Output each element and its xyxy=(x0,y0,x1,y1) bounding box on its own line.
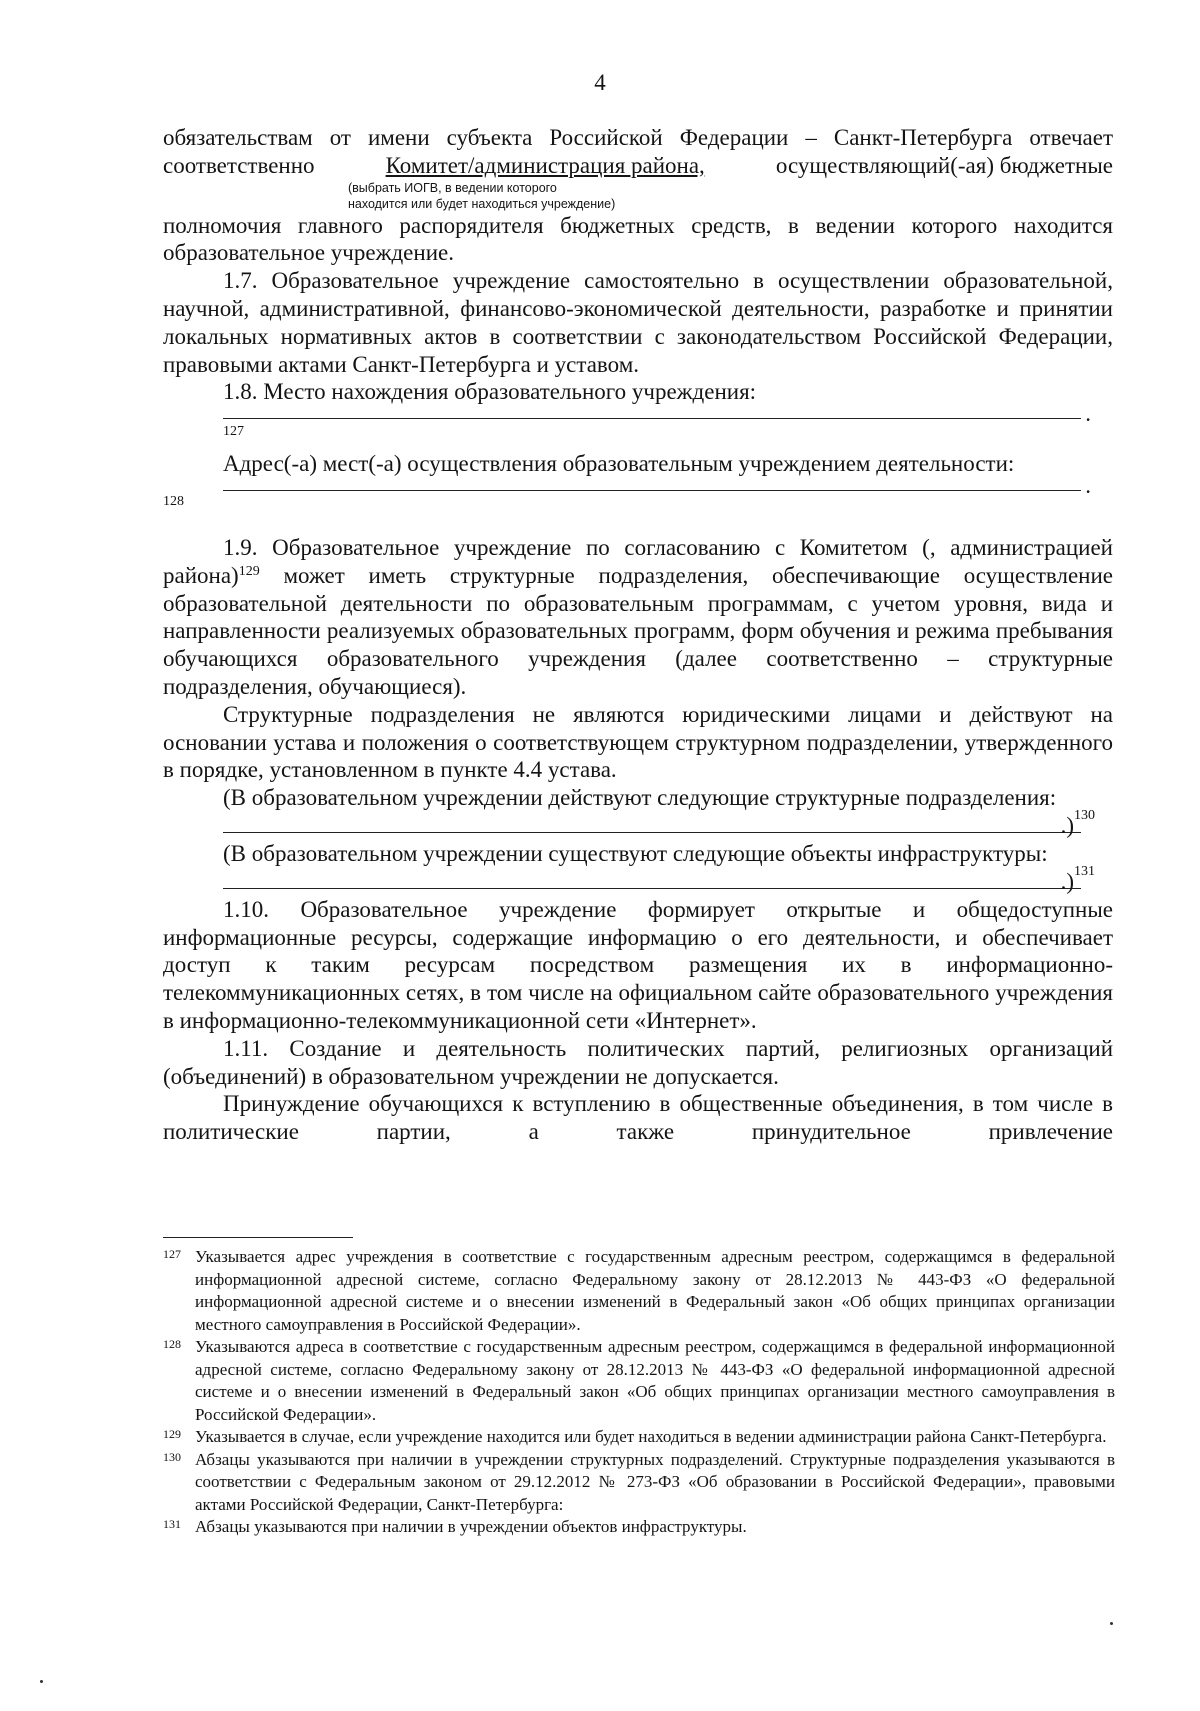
document-body xyxy=(163,124,1113,1146)
infrastructure-list: (В образовательном учреждении существуют следующие объекты инфраструктуры: xyxy=(223,840,1048,866)
scan-speck xyxy=(40,1680,43,1683)
clause-1-9: 1.9. Образовательное учреждение по согласованию с Комитетом (, администрацией района)$^{129}$ может иметь структурные подразделения, обеспечивающие осуществление образовательной деятельности по образовательным программам, с учетом уровня, вида и направленности реализуемых образовательных программ, форм обучения и режима пребывания обучающихся образовательного учреждения (далее соответственно – структурные подразделения, обучающиеся). xyxy=(163,534,1113,699)
footnote-130: 130 Абзацы указываются при наличии в учреждении структурных подразделений. Структурные подразделения указываются в соответствии с Федеральным законом от 29.12.2012 № 273-ФЗ «Об образовании в Российской Федерации», правовыми актами Российской Федерации, Санкт-Петербурга: xyxy=(163,1449,1115,1517)
footnote-ref-131: 131 xyxy=(1074,863,1095,879)
infrastructure-blank: .)$^{131}$ xyxy=(163,868,1113,896)
structural-units-para: Структурные подразделения не являются юридическими лицами и действуют на основании устава и положения о соответствующем структурном подразделении, утвержденного в порядке, установленном в пункте 4.4 устава. xyxy=(163,701,1113,783)
structural-units-blank: .)$^{130}$ xyxy=(163,812,1113,840)
footnote-number: 130 xyxy=(163,1449,181,1464)
footnote-number: 127 xyxy=(163,1247,181,1261)
scan-speck xyxy=(1110,1622,1113,1625)
footnote-mark-128: 128 xyxy=(163,493,184,509)
intro-line-2 xyxy=(163,152,1113,180)
footnote-number: 129 xyxy=(163,1427,181,1441)
blank-line xyxy=(223,888,1081,889)
footnotes xyxy=(163,1246,1115,1539)
clause-1-10: 1.10. Образовательное учреждение формирует открытые и общедоступные информационные ресурсы, содержащие информацию о его деятельности, и обеспечивает доступ к таким ресурсам посредством размещения их в информационно-телекоммуникационных сетях, в том числе на официальном сайте образовательного учреждения в информационно-телекоммуникационной сети «Интернет». xyxy=(163,896,1113,1033)
blank-line xyxy=(223,832,1081,833)
footnote-number: 131 xyxy=(163,1517,181,1531)
footnote-ref-130: 130 xyxy=(1074,807,1095,823)
intro-line-1: обязательствам от имени субъекта Российской Федерации – Санкт-Петербурга отвечает xyxy=(163,125,1113,150)
intro-para-rest: полномочия главного распорядителя бюджетных средств, в ведении которого находится образовательное учреждение. xyxy=(163,212,1113,266)
hint-line-2: находится или будет находиться учреждение) xyxy=(348,196,616,211)
blank-line xyxy=(223,418,1081,419)
clause-1-11: 1.11. Создание и деятельность политических партий, религиозных организаций (объединений) в образовательном учреждении не допускается. xyxy=(163,1035,1113,1089)
organ-choice: Комитет/администрация района, xyxy=(385,152,705,178)
organ-hint xyxy=(348,180,1113,212)
intro-word: соответственно xyxy=(163,152,315,178)
footnote-127: 127 Указывается адрес учреждения в соответствие с государственным адресным реестром, содержащимся в федеральной информационной адресной системе, согласно Федеральному закону от 28.12.2013 № 443-ФЗ «О федеральной информационной адресной системе и о внесении изменений в Федеральный закон «Об общих принципах организации местного самоуправления в Российской Федерации». xyxy=(163,1246,1115,1336)
footnote-129: 129 Указывается в случае, если учреждение находится или будет находиться в ведении администрации района Санкт-Петербурга. xyxy=(163,1426,1115,1449)
clause-1-8: 1.8. Место нахождения образовательного учреждения: xyxy=(223,379,757,405)
footnote-131: 131 Абзацы указываются при наличии в учреждении объектов инфраструктуры. xyxy=(163,1516,1115,1539)
address-blank-128: . 128 xyxy=(163,478,1113,534)
structural-units-list: (В образовательном учреждении действуют следующие структурные подразделения: xyxy=(223,785,1057,811)
footnote-separator xyxy=(163,1237,353,1238)
footnote-number: 128 xyxy=(163,1337,181,1351)
blank-line xyxy=(223,490,1081,491)
footnote-ref-129: 129 xyxy=(238,563,260,579)
footnote-mark-127: 127 xyxy=(223,424,244,440)
footnote-128: 128 Указываются адреса в соответствие с государственным адресным реестром, содержащимся в федеральной информационной адресной системе, согласно Федеральному закону от 28.12.2013 № 443-ФЗ «О федеральной информационной адресной системе и о внесении изменений в Федеральный закон «Об общих принципах организации местного самоуправления в Российской Федерации». xyxy=(163,1336,1115,1426)
address-label: Адрес(-а) мест(-а) осуществления образовательным учреждением деятельности: xyxy=(223,451,1015,477)
address-blank-127: . 127 xyxy=(163,406,1113,450)
clause-1-7: 1.7. Образовательное учреждение самостоятельно в осуществлении образовательной, научной, административной, финансово-экономической деятельности, разработке и принятии локальных нормативных актов в соответствии с законодательством Российской Федерации, правовыми актами Санкт-Петербурга и уставом. xyxy=(163,268,1113,377)
hint-line-1: (выбрать ИОГВ, в ведении которого xyxy=(348,180,557,195)
page-number: 4 xyxy=(594,70,606,95)
intro-tail: осуществляющий(-ая) бюджетные xyxy=(775,152,1113,178)
coercion-para: Принуждение обучающихся к вступлению в общественные объединения, в том числе в политические партии, а также принудительное привлечение xyxy=(163,1091,1113,1145)
